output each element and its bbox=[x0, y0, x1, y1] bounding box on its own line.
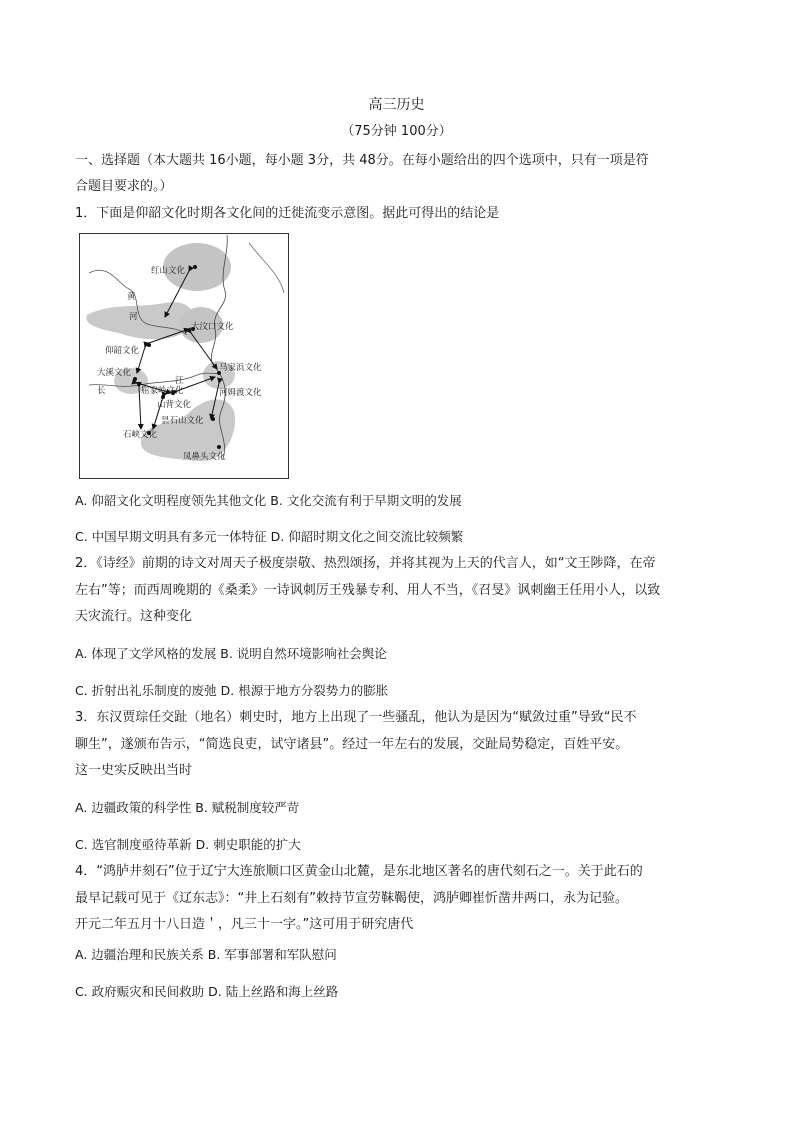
map-figure bbox=[79, 233, 289, 479]
label-shixia: 石峡文化 bbox=[123, 430, 158, 440]
label-fengbitou: 凤鼻头文化 bbox=[183, 452, 226, 462]
label-tanshishan: 昙石山文化 bbox=[161, 416, 204, 426]
question-3-stem-line-3: 这一史实反映出当时 bbox=[75, 763, 193, 778]
question-2-stem-line-1: 2．《诗经》前期的诗文对周天子极度崇敬、热烈颂扬，并将其视为上天的代言人，如“文王陟降，在帝 bbox=[75, 556, 656, 571]
question-2-options-ab: A. 体现了文学风格的发展 B. 说明自然环境影响社会舆论 bbox=[75, 646, 387, 661]
question-3-stem-line-2: 聊生”，遂颁布告示，“简选良吏，试守诸县”。经过一年左右的发展，交趾局势稳定，百姓平安。 bbox=[75, 737, 629, 752]
section-intro-line-1: 一、选择题（本大题共 16小题，每小题 3分，共 48分。在每小题给出的四个选项中，只有一项是符 bbox=[75, 153, 649, 168]
label-huang: 黄 bbox=[127, 292, 136, 302]
label-chang: 长 bbox=[97, 386, 106, 396]
label-jiang: 江 bbox=[175, 376, 184, 386]
label-hemudu: 河姆渡文化 bbox=[219, 388, 262, 398]
question-3-stem-line-1: 3．东汉贾琮任交趾（地名）刺史时，地方上出现了一些骚乱，他认为是因为“赋敛过重”导致“民不 bbox=[75, 710, 637, 725]
question-1-options-ab: A. 仰韶文化文明程度领先其他文化 B. 文化交流有利于早期文明的发展 bbox=[75, 493, 462, 508]
label-yangshao: 仰韶文化 bbox=[105, 346, 140, 356]
question-4-stem-line-1: 4．“鸿胪井刻石”位于辽宁大连旅顺口区黄金山北麓，是东北地区著名的唐代刻石之一。关于此石的 bbox=[75, 864, 643, 879]
question-3-options-cd: C. 选官制度亟待革新 D. 刺史职能的扩大 bbox=[75, 837, 301, 852]
question-1-stem: 1．下面是仰韶文化时期各文化间的迁徙流变示意图。据此可得出的结论是 bbox=[75, 206, 500, 221]
question-1-options-cd: C. 中国早期文明具有多元一体特征 D. 仰韶时期文化之间交流比较频繁 bbox=[75, 529, 464, 544]
question-4-options-ab: A. 边疆治理和民族关系 B. 军事部署和军队慰问 bbox=[75, 947, 337, 962]
culture-migration-map bbox=[79, 233, 289, 479]
question-3-options-ab: A. 边疆政策的科学性 B. 赋税制度较严苛 bbox=[75, 800, 300, 815]
label-qujialing: 屈家岭文化 bbox=[141, 386, 184, 396]
question-2-stem-line-2: 左右”等；而西周晚期的《桑柔》一诗讽刺厉王残暴专利、用人不当，《召旻》讽刺幽王任用小人，以致 bbox=[75, 583, 661, 598]
page-title: 高三历史 bbox=[368, 97, 425, 113]
label-he: 河 bbox=[129, 312, 138, 322]
question-2-stem-line-3: 天灾流行。这种变化 bbox=[75, 609, 193, 624]
label-majiabang: 马家浜文化 bbox=[219, 363, 262, 373]
label-dawenkou: 大汶口文化 bbox=[191, 322, 234, 332]
question-2-options-cd: C. 折射出礼乐制度的废弛 D. 根源于地方分裂势力的膨胀 bbox=[75, 683, 389, 698]
label-daxi: 大溪文化 bbox=[97, 368, 132, 378]
page-subtitle: （75分钟 100分） bbox=[341, 124, 452, 139]
section-intro-line-2: 合题目要求的。） bbox=[75, 179, 173, 194]
question-4-stem-line-3: 开元二年五月十八日造＇，凡三十一字。”这可用于研究唐代 bbox=[75, 917, 414, 932]
label-shanbei: 山背文化 bbox=[157, 400, 192, 410]
question-4-options-cd: C. 政府赈灾和民间救助 D. 陆上丝路和海上丝路 bbox=[75, 984, 339, 999]
question-4-stem-line-2: 最早记载可见于《辽东志》：“井上石刻有”敕持节宣劳靺鞨使，鸿胪卿崔忻凿井两口，永为记验。 bbox=[75, 891, 628, 906]
label-hongshan: 红山文化 bbox=[151, 266, 186, 276]
